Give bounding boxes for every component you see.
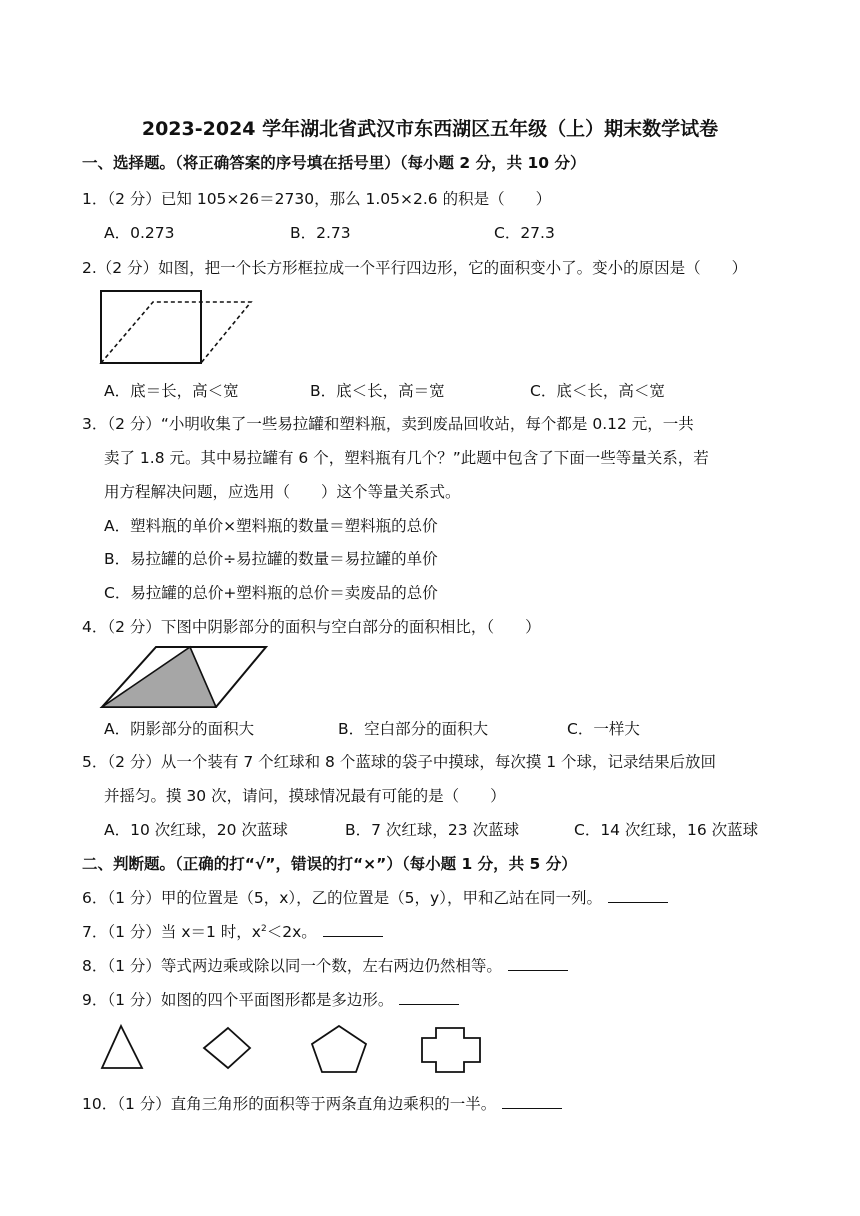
cross-shape (422, 1028, 480, 1072)
answer-blank[interactable] (508, 956, 568, 971)
answer-blank[interactable] (323, 922, 383, 937)
section-heading-choice: 一、选择题。（将正确答案的序号填在括号里）（每小题 2 分，共 10 分） (82, 154, 586, 172)
question-4-option-c: C．一样大 (567, 720, 640, 738)
answer-blank[interactable] (502, 1094, 562, 1109)
question-9 (82, 990, 459, 1010)
rhombus-shape (204, 1028, 250, 1068)
question-7 (82, 922, 383, 942)
question-1-stem: 1．（2 分）已知 105×26＝2730，那么 1.05×2.6 的积是（ ） (82, 190, 552, 208)
question-7-text-post: ＜2x。 (266, 923, 317, 941)
polygon-shapes-figure (98, 1022, 488, 1074)
section-heading-judgement: 二、判断题。（正确的打“√”，错误的打“×”）（每小题 1 分，共 5 分） (82, 855, 577, 873)
question-8 (82, 956, 568, 976)
question-6-text: 6．（1 分）甲的位置是（5，x），乙的位置是（5，y），甲和乙站在同一列。 (82, 889, 602, 907)
question-3-line-3: 用方程解决问题，应选用（ ）这个等量关系式。 (104, 483, 461, 501)
answer-blank[interactable] (399, 990, 459, 1005)
question-4-option-b: B．空白部分的面积大 (338, 720, 489, 738)
question-3-option-c: C．易拉罐的总价+塑料瓶的总价＝卖废品的总价 (104, 584, 438, 602)
question-5-line-1: 5．（2 分）从一个装有 7 个红球和 8 个蓝球的袋子中摸球，每次摸 1 个球，记录结果后放回 (82, 753, 717, 771)
question-9-text: 9．（1 分）如图的四个平面图形都是多边形。 (82, 991, 394, 1009)
question-10-text: 10．（1 分）直角三角形的面积等于两条直角边乘积的一半。 (82, 1095, 497, 1113)
exponent: 2 (260, 923, 267, 934)
question-2-option-b: B．底＜长，高＝宽 (310, 382, 445, 400)
triangle-shape (102, 1026, 142, 1068)
question-3-line-1: 3．（2 分）“小明收集了一些易拉罐和塑料瓶，卖到废品回收站，每个都是 0.12 元，一共 (82, 415, 694, 433)
question-5-option-b: B．7 次红球，23 次蓝球 (345, 821, 520, 839)
question-5-option-a: A．10 次红球，20 次蓝球 (104, 821, 288, 839)
question-2-option-a: A．底＝长，高＜宽 (104, 382, 239, 400)
question-1-option-c: C．27.3 (494, 224, 555, 242)
question-7-text-pre: 7．（1 分）当 x＝1 时，x (82, 923, 261, 941)
question-1-option-a: A．0.273 (104, 224, 175, 242)
question-3-line-2: 卖了 1.8 元。其中易拉罐有 6 个，塑料瓶有几个？”此题中包含了下面一些等量关系，若 (104, 449, 709, 467)
shaded-parallelogram-figure (98, 643, 270, 711)
question-4-stem: 4．（2 分）下图中阴影部分的面积与空白部分的面积相比，（ ） (82, 618, 541, 636)
question-6 (82, 888, 668, 908)
question-8-text: 8．（1 分）等式两边乘或除以同一个数，左右两边仍然相等。 (82, 957, 502, 975)
question-3-option-b: B．易拉罐的总价÷易拉罐的数量＝易拉罐的单价 (104, 550, 438, 568)
rectangle-parallelogram-figure (98, 288, 258, 368)
question-5-option-c: C．14 次红球，16 次蓝球 (574, 821, 759, 839)
page-title: 2023-2024 学年湖北省武汉市东西湖区五年级（上）期末数学试卷 (141, 118, 719, 140)
question-10 (82, 1094, 562, 1114)
pentagon-shape (312, 1026, 366, 1072)
question-3-option-a: A．塑料瓶的单价×塑料瓶的数量＝塑料瓶的总价 (104, 517, 438, 535)
question-2-stem: 2.（2 分）如图，把一个长方形框拉成一个平行四边形，它的面积变小了。变小的原因是（ ） (82, 259, 748, 277)
question-4-option-a: A．阴影部分的面积大 (104, 720, 255, 738)
answer-blank[interactable] (608, 888, 668, 903)
question-2-option-c: C．底＜长，高＜宽 (530, 382, 665, 400)
question-1-option-b: B．2.73 (290, 224, 351, 242)
question-5-line-2: 并摇匀。摸 30 次，请问，摸球情况最有可能的是（ ） (104, 787, 506, 805)
